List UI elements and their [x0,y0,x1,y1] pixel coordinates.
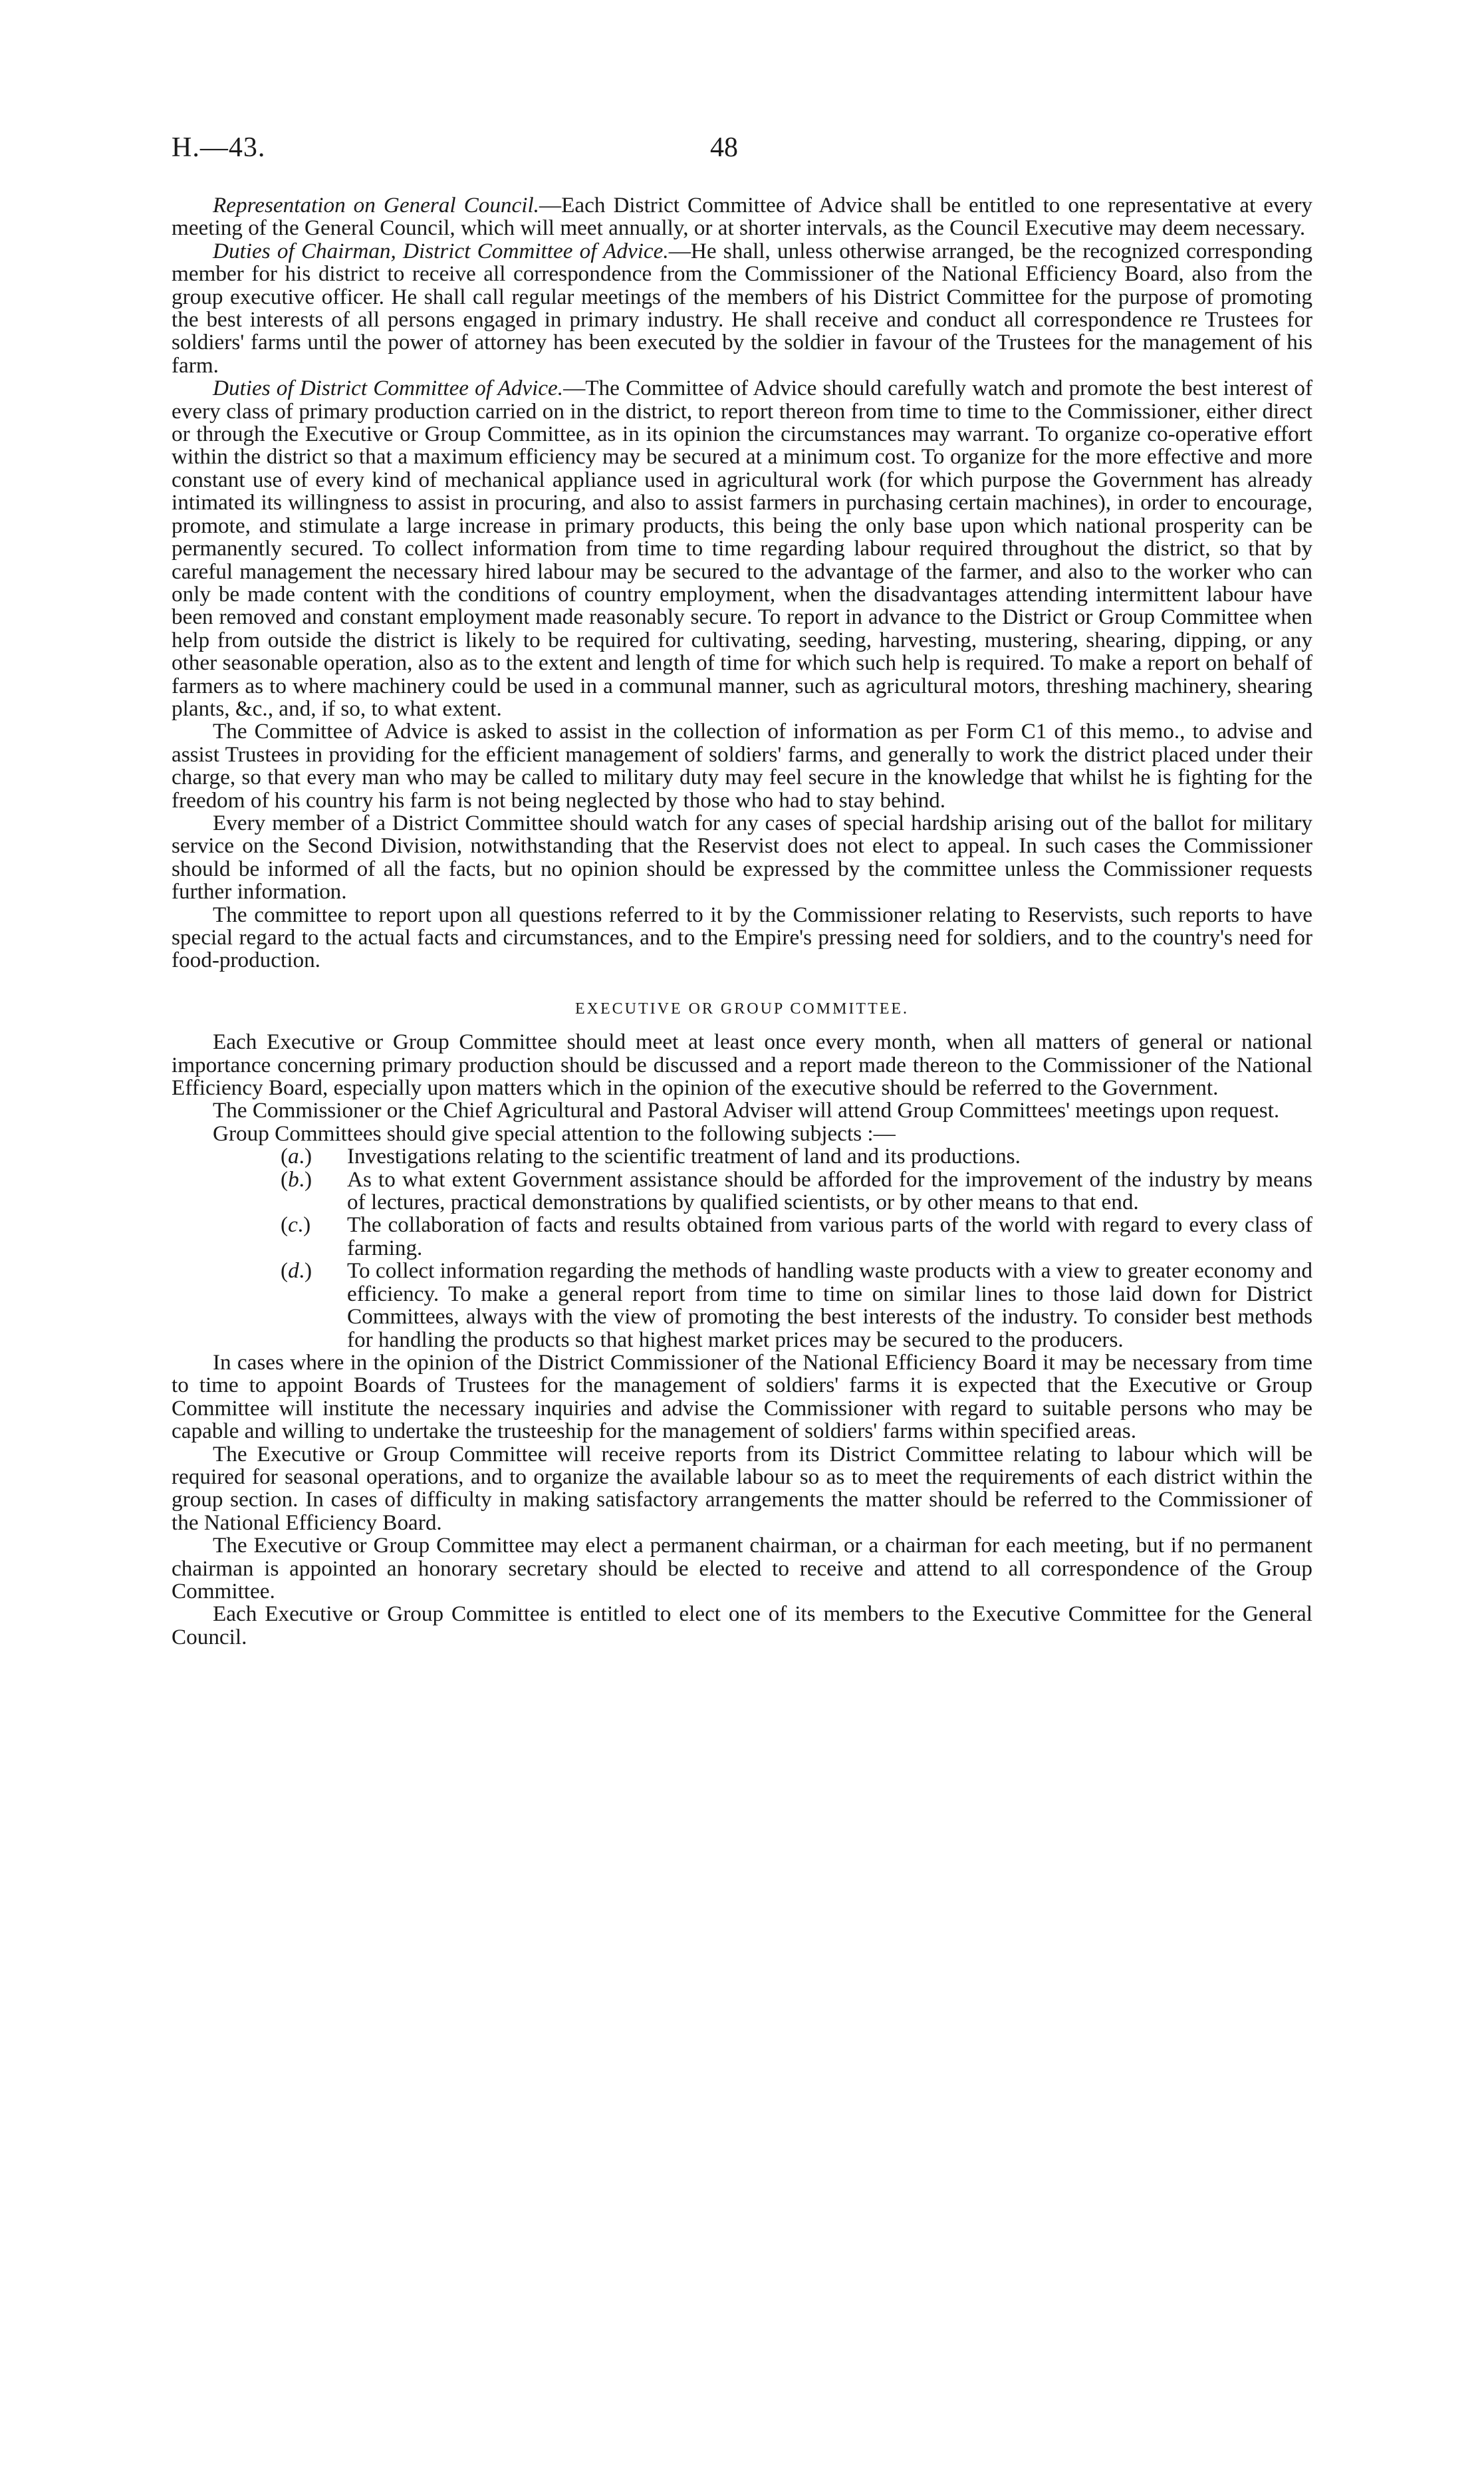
list-item-text: To collect information regarding the methods of handling waste products with a view to greater economy and efficiency. To make a general report from time to time on similar lines to those laid down for District Committees, always with the view of promoting the best interests of the industry. To consider best methods for handling the products so that highest market prices may be secured to the producers. [347,1258,1312,1352]
list-item [172,1169,1312,1214]
page-number: 48 [710,132,738,163]
list-item [172,1260,1312,1351]
paragraph-labour-reports: The Executive or Group Committee will receive reports from its District Committee relating to labour which will be required for seasonal operations, and to organize the available labour so as to meet the requirements of each district within the group section. In cases of difficulty in making satisfactory arrangements the matter should be referred to the Commissioner of the National Efficiency Board. [172,1441,1312,1535]
paragraph-executive-member: Each Executive or Group Committee is entitled to elect one of its members to the Executive Committee for the General Council. [172,1601,1312,1649]
list-item [172,1214,1312,1260]
list-marker: (d.) [281,1258,312,1284]
subjects-list [172,1145,1312,1351]
paragraph-commissioner-attend: The Commissioner or the Chief Agricultural and Pastoral Adviser will attend Group Committees' meetings upon request. [213,1098,1280,1123]
list-item-text: Investigations relating to the scientific treatment of land and its productions. [347,1144,1021,1169]
paragraph-committee-assist: The Committee of Advice is asked to assist in the collection of information as per Form C1 of this memo., to advise and assist Trustees in providing for the efficient management of soldiers' farms, and generally to work the district placed under their charge, so that every man who may be called to military duty may feel secure in the knowledge that whilst he is fighting for the freedom of his country his farm is not being neglected by those who had to stay behind. [172,719,1312,813]
document-body [172,194,1312,1649]
document-reference: H.—43. [172,132,266,163]
section-heading: EXECUTIVE OR GROUP COMMITTEE. [574,1000,910,1018]
list-item-text: As to what extent Government assistance should be afforded for the improvement of the industry by means of lectures, practical demonstrations by qualified scientists, or by other means to that end. [347,1167,1312,1215]
paragraph-heading: Duties of District Committee of Advice. [213,376,564,401]
paragraph-subjects-intro: Group Committees should give special attention to the following subjects :— [213,1121,896,1146]
list-item-text: The collaboration of facts and results obtained from various parts of the world with regard to every class of farming. [347,1212,1312,1260]
paragraph-reservists: The committee to report upon all questions referred to it by the Commissioner relating to Reservists, such reports to have special regard to the actual facts and circumstances, and to the Empire's pressing need for soldiers, and to the country's need for food-production. [172,902,1312,973]
paragraph-chairman-election: The Executive or Group Committee may elect a permanent chairman, or a chairman for each meeting, but if no permanent chairman is appointed an honorary secretary should be elected to receive and attend to all correspondence of the Group Committee. [172,1533,1312,1603]
paragraph-representation [172,194,1312,240]
paragraph-special-hardship: Every member of a District Committee should watch for any cases of special hardship arising out of the ballot for military service on the Second Division, notwithstanding that the Reservist does not elect to appeal. In such cases the Commissioner should be informed of all the facts, but no opinion should be expressed by the committee unless the Commissioner requests further information. [172,810,1312,904]
paragraph-duties-chairman [172,240,1312,377]
list-marker: (a.) [281,1144,312,1169]
paragraph-text: —Each District Committee of Advice shall be entitled to one representative at every meeting of the General Council, which will meet annually, or at shorter intervals, as the Council Executive may deem necessary. [172,193,1312,241]
list-item [172,1145,1312,1168]
paragraph-trustees: In cases where in the opinion of the District Commissioner of the National Efficiency Board it may be necessary from time to time to appoint Boards of Trustees for the management of soldiers' farms it is expected that the Executive or Group Committee will institute the necessary inquiries and advise the Commissioner with regard to suitable persons who may be capable and willing to undertake the trusteeship for the management of soldiers' farms within specified areas. [172,1349,1312,1444]
list-marker: (b.) [281,1167,312,1192]
list-marker: (c.) [281,1212,311,1238]
page-header [172,132,1312,172]
paragraph-heading: Representation on General Council. [213,193,539,217]
paragraph-heading: Duties of Chairman, District Committee of Advice. [213,238,669,263]
paragraph-duties-committee [172,377,1312,720]
paragraph-text: —The Committee of Advice should carefully watch and promote the best interest of every class of primary production carried on in the district, to report thereon from time to time to the Commissioner, either direct or through the Executive or Group Committee, as in its opinion the circumstances may warrant. To organize co-operative effort within the district so that a maximum efficiency may be secured at a minimum cost. To organize for the more effective and more constant use of every kind of mechanical appliance used in agricultural work (for which purpose the Government has already intimated its willingness to assist in procuring, and also to assist farmers in purchasing certain machines), in order to encourage, promote, and stimulate a large increase in primary products, this being the only base upon which national prosperity can be permanently secured. To collect information from time to time regarding labour required throughout the district, so that by careful management the necessary hired labour may be secured to the advantage of the farmer, and also to the worker who can only be made content with the conditions of country employment, when the disadvantages attending intermittent labour have been removed and constant employment made reasonably secure. To report in advance to the District or Group Committee when help from outside the district is likely to be required for cultivating, seeding, harvesting, mustering, shearing, dipping, or any other seasonable operation, also as to the extent and length of time for which such help is required. To make a report on behalf of farmers as to where machinery could be used in a communal manner, such as agricultural motors, threshing machinery, shearing plants, &c., and, if so, to what extent. [172,376,1313,721]
paragraph-meetings: Each Executive or Group Committee should meet at least once every month, when all matters of general or national importance concerning primary production should be discussed and a report made thereon to the Commissioner of the National Efficiency Board, especially upon matters which in the opinion of the executive should be referred to the Government. [172,1030,1312,1101]
paragraph-text: —He shall, unless otherwise arranged, be the recognized corresponding member for his district to receive all correspondence from the Commissioner of the National Efficiency Board, also from the group executive officer. He shall call regular meetings of the members of his District Committee for the purpose of promoting the best interests of all persons engaged in primary industry. He shall receive and conduct all correspondence re Trustees for soldiers' farms until the power of attorney has been executed by the soldier in favour of the Trustees for the management of his farm. [172,238,1312,378]
